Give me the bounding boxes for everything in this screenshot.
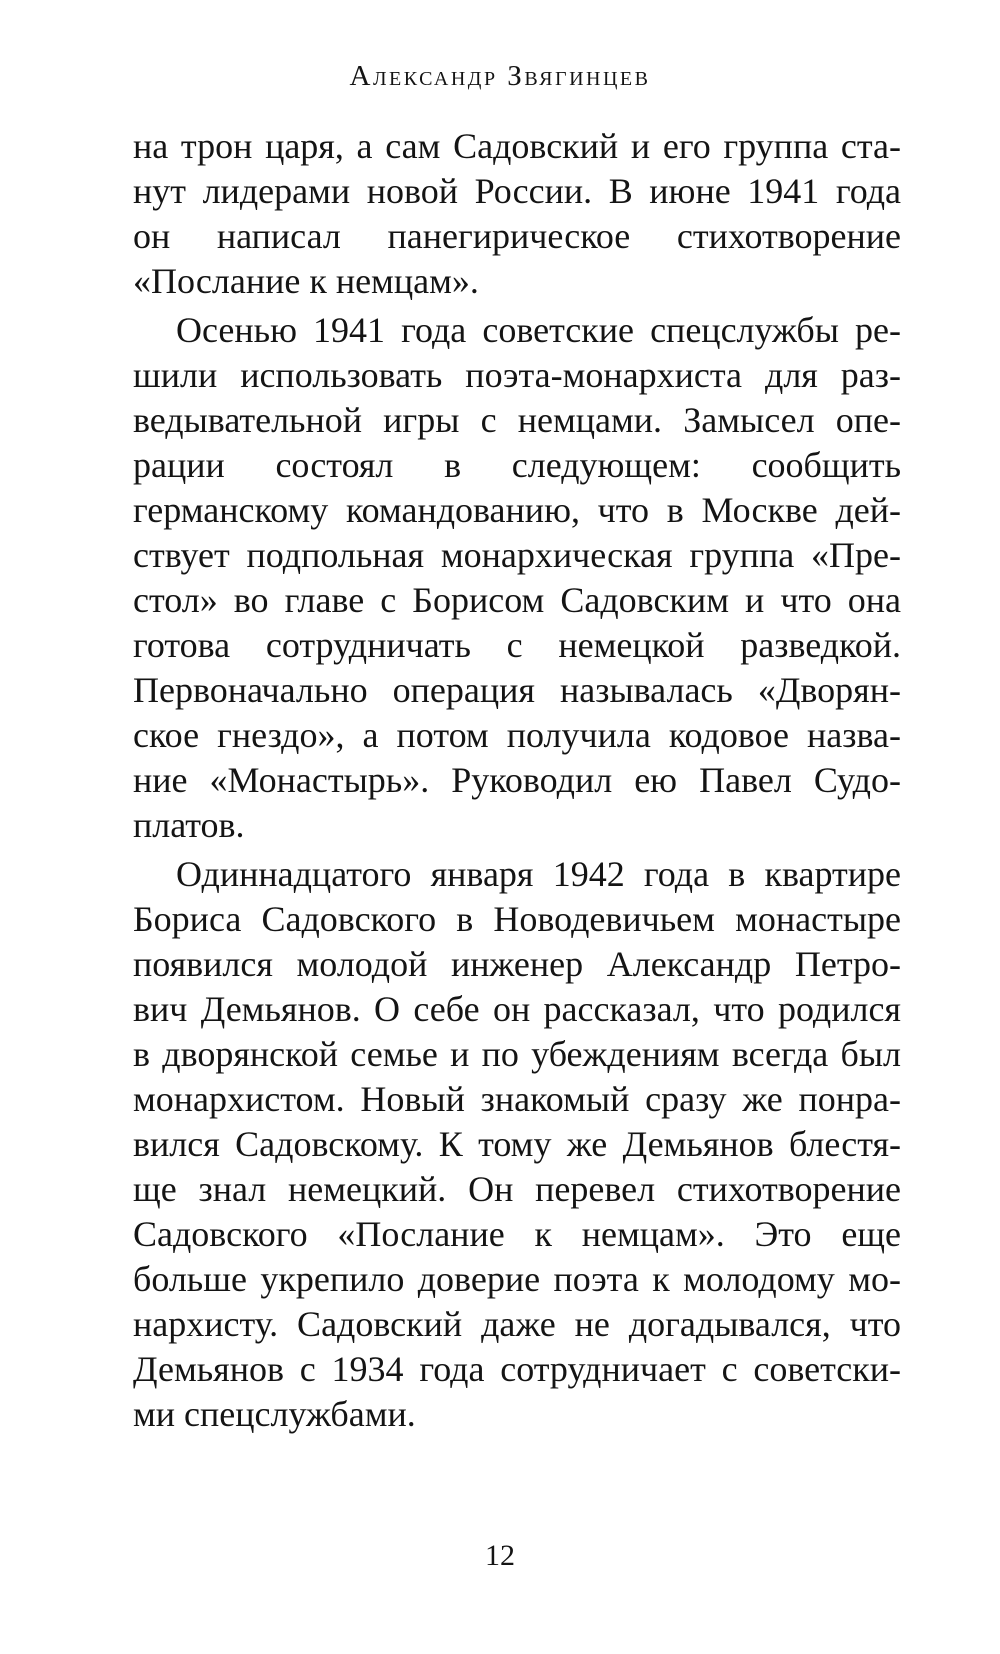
text-line: рации состоял в следующем: сообщить <box>133 445 901 485</box>
text-line: нут лидерами новой России. В июне 1941 года <box>133 171 901 211</box>
page-number: 12 <box>485 1539 515 1572</box>
text-line: больше укрепило доверие поэта к молодому мо- <box>133 1259 901 1299</box>
text-line: германскому командованию, что в Москве дей- <box>133 490 901 530</box>
text-line: в дворянской семье и по убеждениям всегда был <box>133 1034 901 1074</box>
text-line: «Послание к немцам». <box>133 261 479 301</box>
text-line: платов. <box>133 805 245 845</box>
text-line: вич Демьянов. О себе он рассказал, что родился <box>133 989 901 1029</box>
paragraph-3 <box>133 852 901 1437</box>
text-line: ще знал немецкий. Он перевел стихотворение <box>133 1169 901 1209</box>
text-line: монархистом. Новый знакомый сразу же понра- <box>133 1079 901 1119</box>
text-line: ское гнездо», а потом получила кодовое назва- <box>133 715 901 755</box>
text-line: нархисту. Садовский даже не догадывался, что <box>133 1304 901 1344</box>
text-line: на трон царя, а сам Садовский и его группа ста- <box>133 126 901 166</box>
text-line: Демьянов с 1934 года сотрудничает с советски- <box>133 1349 901 1389</box>
text-line: ние «Монастырь». Руководил ею Павел Судо- <box>133 760 901 800</box>
text-line: ствует подпольная монархическая группа «Пре- <box>133 535 901 575</box>
text-line: Бориса Садовского в Новодевичьем монастыре <box>133 899 901 939</box>
text-line: шили использовать поэта-монархиста для раз- <box>133 355 901 395</box>
text-line: готова сотрудничать с немецкой разведкой. <box>133 625 901 665</box>
running-head-author: Александр Звягинцев <box>349 60 651 92</box>
text-line: Осенью 1941 года советские спецслужбы ре- <box>176 310 901 350</box>
text-line: ми спецслужбами. <box>133 1394 416 1434</box>
text-line: он написал панегирическое стихотворение <box>133 216 901 256</box>
text-line: вился Садовскому. К тому же Демьянов блестя- <box>133 1124 901 1164</box>
text-line: Одиннадцатого января 1942 года в квартире <box>176 854 901 894</box>
paragraph-2 <box>133 308 901 848</box>
body-text <box>133 124 901 1441</box>
text-line: стол» во главе с Борисом Садовским и что она <box>133 580 901 620</box>
paragraph-1 <box>133 124 901 304</box>
text-line: Первоначально операция называлась «Дворян- <box>133 670 901 710</box>
text-line: Садовского «Послание к немцам». Это еще <box>133 1214 901 1254</box>
text-line: появился молодой инженер Александр Петро- <box>133 944 901 984</box>
text-line: ведывательной игры с немцами. Замысел опе- <box>133 400 901 440</box>
